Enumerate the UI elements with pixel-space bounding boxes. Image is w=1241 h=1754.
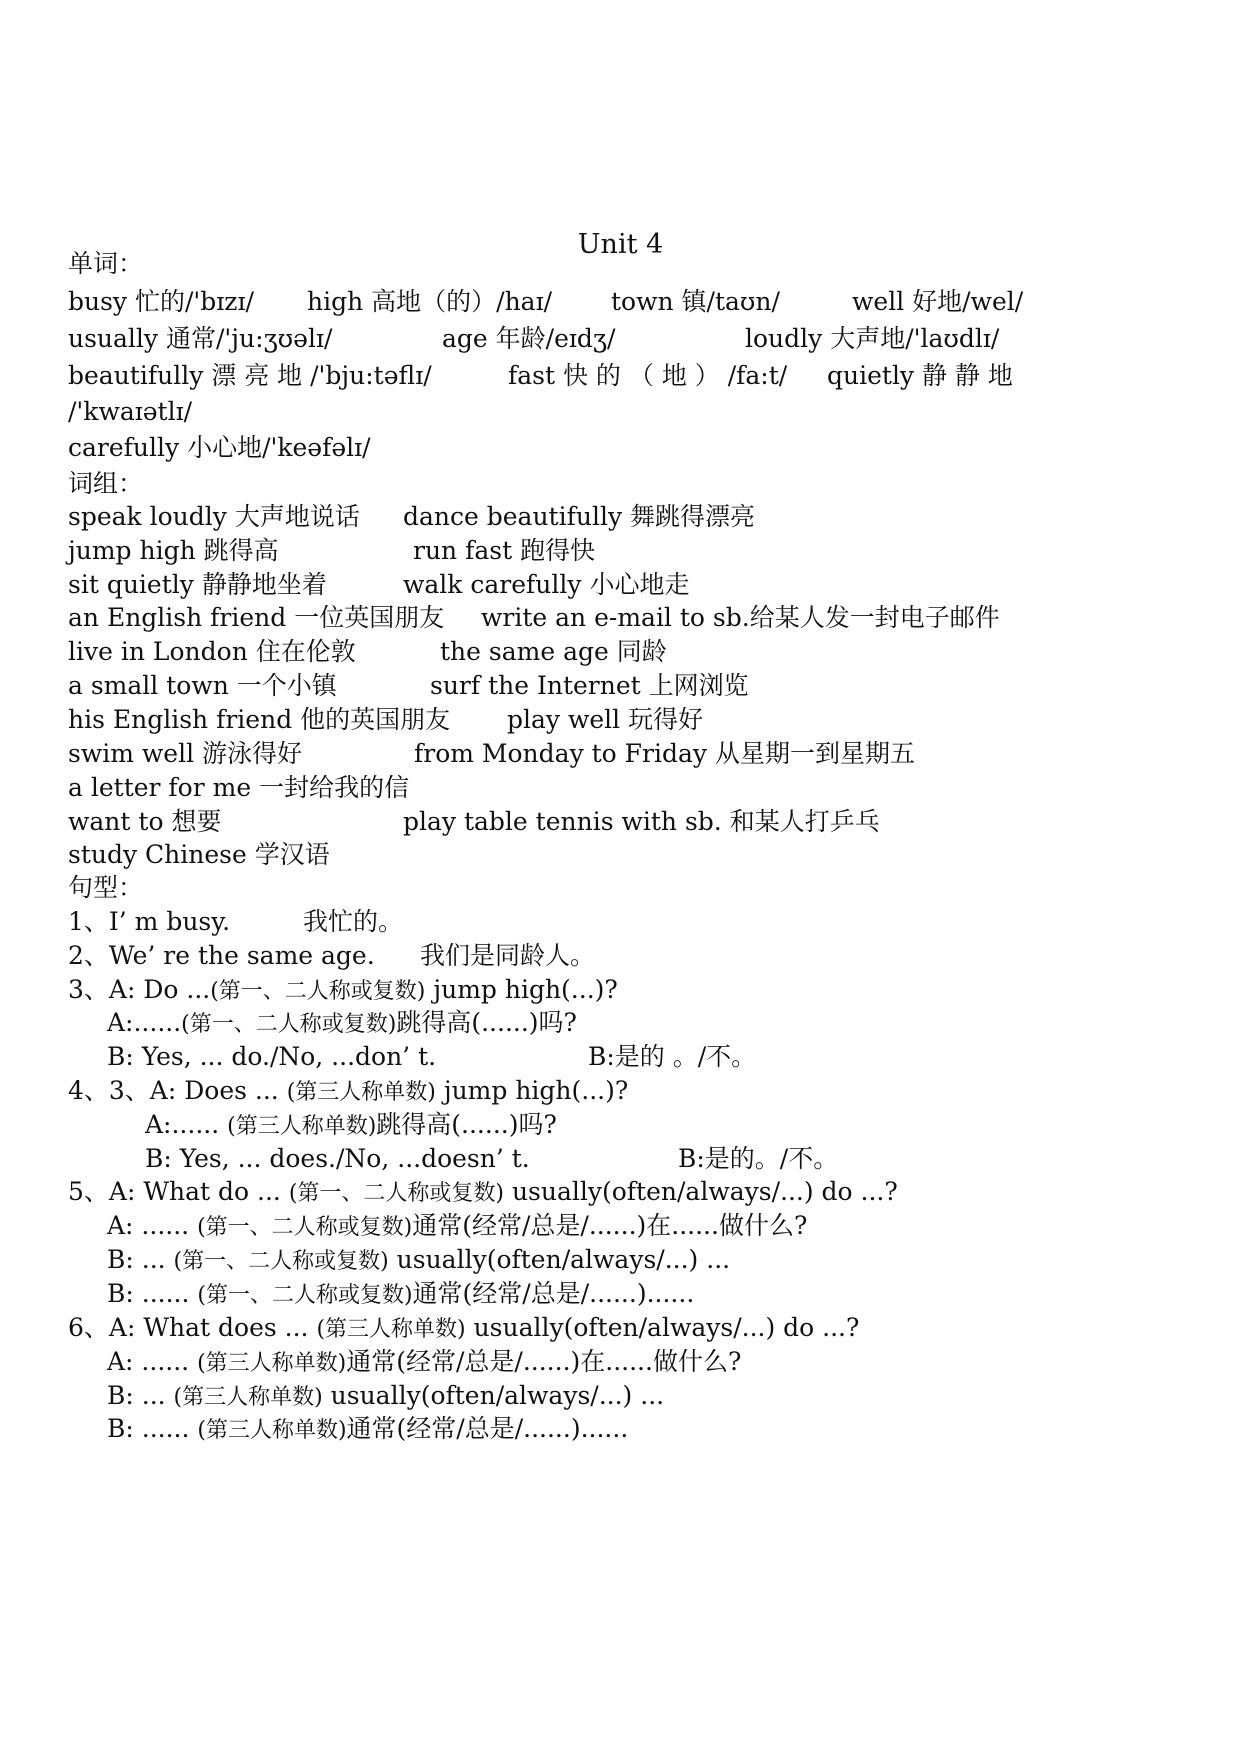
- sentence-line: [0, 1173, 1241, 1211]
- sentence-line: [0, 1004, 1241, 1042]
- vocabulary-entry: beautifully 漂 亮 地 /'bju:təflɪ/: [68, 361, 432, 390]
- vocabulary-entry: usually 通常/'ju:ʒʊəlɪ/: [68, 324, 333, 353]
- section-heading: [0, 869, 1241, 907]
- sentence-line: [0, 1275, 1241, 1313]
- sentence-chinese: B:是的 。/不。: [588, 1042, 757, 1071]
- phrase-line: [0, 532, 1241, 570]
- phrase-line: [0, 735, 1241, 773]
- sentence-part: jump high(...)?: [425, 975, 618, 1004]
- grammar-note: (第一、二人称或复数): [181, 1012, 397, 1037]
- vocabulary-line: [0, 283, 1241, 321]
- sentence-part: A: ......: [107, 1211, 198, 1240]
- phrase-entry: write an e-mail to sb.给某人发一封电子邮件: [481, 603, 1000, 632]
- sentence-line: [0, 1343, 1241, 1381]
- phrase-entry: study Chinese 学汉语: [68, 840, 330, 869]
- vocabulary-line: [0, 357, 1241, 395]
- phrase-entry: an English friend 一位英国朋友: [68, 603, 445, 632]
- sentence-part: usually(often/always/...) ...: [388, 1245, 731, 1274]
- sentence-part: 通常(经常/总是/......)......: [346, 1414, 629, 1443]
- sentence-part: A: ......: [107, 1347, 198, 1376]
- sentence-text: [107, 1410, 628, 1450]
- phrase-entry: want to 想要: [68, 807, 222, 836]
- vocabulary-entry: well 好地/wel/: [852, 287, 1024, 316]
- sentence-english: B: Yes, ... does./No, ...doesn’ t.: [145, 1144, 530, 1173]
- phrase-line: [0, 498, 1241, 536]
- sentence-part: 3、A: Do ...: [68, 975, 211, 1004]
- vocabulary-entry: age 年龄/eɪdʒ/: [442, 324, 616, 353]
- phrase-entry: live in London 住在伦敦: [68, 637, 356, 666]
- sentence-line: [0, 1207, 1241, 1245]
- vocabulary-entry: loudly 大声地/'laʊdlɪ/: [745, 324, 1000, 353]
- grammar-note: (第三人称单数): [316, 1317, 466, 1342]
- phrase-entry: walk carefully 小心地走: [403, 570, 690, 599]
- phrase-entry: the same age 同龄: [440, 637, 667, 666]
- grammar-note: (第三人称单数): [173, 1385, 323, 1410]
- sentence-english: B: Yes, ... do./No, ...don’ t.: [107, 1042, 437, 1071]
- section-heading-text: 单词：: [68, 249, 144, 278]
- vocabulary-line: [0, 393, 1241, 431]
- vocabulary-entry: town 镇/taʊn/: [611, 287, 780, 316]
- sentence-chinese: B:是的。/不。: [678, 1144, 839, 1173]
- phrase-entry: play well 玩得好: [507, 705, 704, 734]
- phrase-entry: his English friend 他的英国朋友: [68, 705, 451, 734]
- phrase-line: [0, 769, 1241, 807]
- sentence-line: [0, 1241, 1241, 1279]
- sentence-part: 跳得高(......)吗?: [376, 1110, 557, 1139]
- grammar-note: (第三人称单数): [197, 1351, 347, 1376]
- sentence-part: usually(often/always/...) ...: [322, 1381, 665, 1410]
- phrase-entry: a letter for me 一封给我的信: [68, 773, 410, 802]
- sentence-part: B: ......: [107, 1414, 198, 1443]
- grammar-note: (第一、二人称或复数): [197, 1283, 413, 1308]
- vocabulary-entry: fast 快 的 （ 地 ） /fa:t/: [508, 361, 788, 390]
- phrase-entry: a small town 一个小镇: [68, 671, 337, 700]
- sentence-part: 6、A: What does ...: [68, 1313, 317, 1342]
- vocabulary-line: [0, 320, 1241, 358]
- phrase-entry: swim well 游泳得好: [68, 739, 303, 768]
- sentence-part: A:......: [145, 1110, 228, 1139]
- sentence-part: usually(often/always/...) do ...?: [504, 1177, 898, 1206]
- phrase-line: [0, 599, 1241, 637]
- sentence-line: [0, 1072, 1241, 1110]
- sentence-part: 通常(经常/总是/......)......: [412, 1279, 695, 1308]
- sentence-line: [0, 937, 1241, 975]
- sentence-chinese: 我忙的。: [303, 907, 404, 936]
- page-title: Unit 4: [577, 229, 664, 260]
- phrase-line: [0, 633, 1241, 671]
- section-heading: [0, 245, 1241, 283]
- phrase-entry: sit quietly 静静地坐着: [68, 570, 327, 599]
- sentence-english: 1、I’ m busy.: [68, 907, 231, 936]
- phrase-entry: surf the Internet 上网浏览: [430, 671, 749, 700]
- sentence-part: B: ...: [107, 1381, 174, 1410]
- phrase-line: [0, 701, 1241, 739]
- sentence-part: usually(often/always/...) do ...?: [465, 1313, 860, 1342]
- grammar-note: (第一、二人称或复数): [210, 979, 426, 1004]
- section-heading-text: 词组：: [68, 469, 144, 498]
- phrase-entry: jump high 跳得高: [68, 536, 279, 565]
- sentence-part: B: ......: [107, 1279, 198, 1308]
- sentence-line: [0, 1309, 1241, 1347]
- vocabulary-entry: high 高地（的）/haɪ/: [307, 287, 552, 316]
- phrase-entry: dance beautifully 舞跳得漂亮: [403, 502, 756, 531]
- sentence-chinese: 我们是同龄人。: [420, 941, 596, 970]
- sentence-line: [0, 903, 1241, 941]
- vocabulary-entry: quietly 静 静 地: [827, 361, 1013, 390]
- phrase-line: [0, 667, 1241, 705]
- phrase-entry: speak loudly 大声地说话: [68, 502, 360, 531]
- phrase-entry: run fast 跑得快: [413, 536, 596, 565]
- sentence-part: 通常(经常/总是/......)在......做什么?: [346, 1347, 742, 1376]
- grammar-note: (第一、二人称或复数): [173, 1249, 389, 1274]
- sentence-part: A:......: [107, 1008, 182, 1037]
- vocabulary-entry: busy 忙的/'bɪzɪ/: [68, 287, 254, 316]
- phrase-entry: from Monday to Friday 从星期一到星期五: [414, 739, 915, 768]
- vocabulary-entry: /'kwaɪətlɪ/: [68, 397, 192, 426]
- sentence-line: [0, 1106, 1241, 1144]
- grammar-note: (第一、二人称或复数): [197, 1215, 413, 1240]
- grammar-note: (第一、二人称或复数): [288, 1181, 504, 1206]
- sentence-part: 通常(经常/总是/......)在......做什么?: [412, 1211, 808, 1240]
- sentence-line: [0, 1410, 1241, 1448]
- vocabulary-line: [0, 429, 1241, 467]
- sentence-part: jump high(...)?: [435, 1076, 629, 1105]
- grammar-note: (第三人称单数): [286, 1080, 436, 1105]
- section-heading-text: 句型：: [68, 873, 144, 902]
- phrase-entry: play table tennis with sb. 和某人打乒乓: [403, 807, 880, 836]
- sentence-part: 5、A: What do ...: [68, 1177, 289, 1206]
- vocabulary-entry: carefully 小心地/'keəfəlɪ/: [68, 433, 371, 462]
- sentence-part: 4、3、A: Does ...: [68, 1076, 287, 1105]
- sentence-line: [0, 1038, 1241, 1076]
- sentence-part: 跳得高(......)吗?: [396, 1008, 577, 1037]
- sentence-english: 2、We’ re the same age.: [68, 941, 375, 970]
- grammar-note: (第三人称单数): [227, 1114, 377, 1139]
- grammar-note: (第三人称单数): [197, 1418, 347, 1443]
- sentence-part: B: ...: [107, 1245, 174, 1274]
